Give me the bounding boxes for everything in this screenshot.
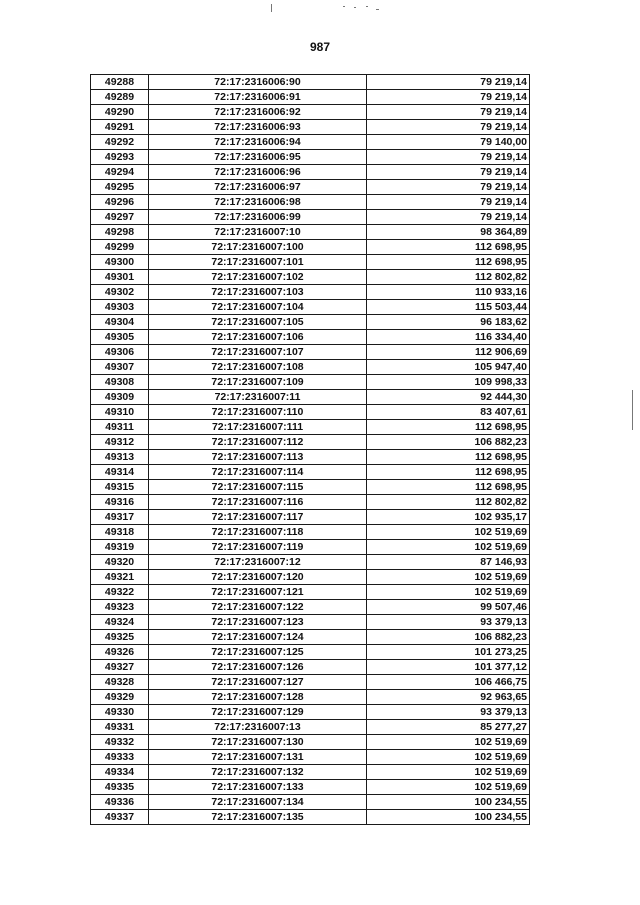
cadastral-value-cell: 100 234,55 bbox=[367, 795, 530, 810]
cadastral-value-cell: 102 519,69 bbox=[367, 735, 530, 750]
table-row bbox=[91, 660, 530, 675]
row-number-cell: 49323 bbox=[91, 600, 149, 615]
cadastral-value-cell: 79 219,14 bbox=[367, 180, 530, 195]
cadastral-value-cell: 93 379,13 bbox=[367, 705, 530, 720]
table-row bbox=[91, 240, 530, 255]
table-row bbox=[91, 210, 530, 225]
cadastral-value-cell: 92 444,30 bbox=[367, 390, 530, 405]
table-row bbox=[91, 360, 530, 375]
cadastral-number-cell: 72:17:2316007:133 bbox=[149, 780, 367, 795]
cadastral-value-cell: 112 698,95 bbox=[367, 450, 530, 465]
cadastral-value-cell: 101 377,12 bbox=[367, 660, 530, 675]
cadastral-number-cell: 72:17:2316006:93 bbox=[149, 120, 367, 135]
table-row bbox=[91, 765, 530, 780]
cadastral-value-cell: 79 219,14 bbox=[367, 195, 530, 210]
scan-speck bbox=[354, 7, 356, 8]
cadastral-number-cell: 72:17:2316007:12 bbox=[149, 555, 367, 570]
cadastral-number-cell: 72:17:2316007:121 bbox=[149, 585, 367, 600]
cadastral-number-cell: 72:17:2316007:108 bbox=[149, 360, 367, 375]
cadastral-number-cell: 72:17:2316007:110 bbox=[149, 405, 367, 420]
table-row bbox=[91, 690, 530, 705]
cadastral-value-cell: 102 519,69 bbox=[367, 765, 530, 780]
cadastral-value-cell: 106 466,75 bbox=[367, 675, 530, 690]
row-number-cell: 49307 bbox=[91, 360, 149, 375]
table-row bbox=[91, 285, 530, 300]
row-number-cell: 49295 bbox=[91, 180, 149, 195]
cadastral-number-cell: 72:17:2316006:96 bbox=[149, 165, 367, 180]
cadastral-value-cell: 102 519,69 bbox=[367, 540, 530, 555]
row-number-cell: 49325 bbox=[91, 630, 149, 645]
row-number-cell: 49298 bbox=[91, 225, 149, 240]
row-number-cell: 49290 bbox=[91, 105, 149, 120]
table-row bbox=[91, 270, 530, 285]
row-number-cell: 49311 bbox=[91, 420, 149, 435]
row-number-cell: 49327 bbox=[91, 660, 149, 675]
cadastral-value-cell: 79 219,14 bbox=[367, 150, 530, 165]
cadastral-number-cell: 72:17:2316006:99 bbox=[149, 210, 367, 225]
cadastral-number-cell: 72:17:2316007:131 bbox=[149, 750, 367, 765]
cadastral-number-cell: 72:17:2316006:94 bbox=[149, 135, 367, 150]
table-row bbox=[91, 555, 530, 570]
table-row bbox=[91, 75, 530, 90]
row-number-cell: 49320 bbox=[91, 555, 149, 570]
scan-speck bbox=[366, 6, 368, 7]
cadastral-value-cell: 106 882,23 bbox=[367, 630, 530, 645]
cadastral-number-cell: 72:17:2316007:134 bbox=[149, 795, 367, 810]
table-row bbox=[91, 300, 530, 315]
cadastral-value-cell: 106 882,23 bbox=[367, 435, 530, 450]
cadastral-number-cell: 72:17:2316007:122 bbox=[149, 600, 367, 615]
row-number-cell: 49303 bbox=[91, 300, 149, 315]
table-row bbox=[91, 675, 530, 690]
table-row bbox=[91, 450, 530, 465]
table-row bbox=[91, 405, 530, 420]
cadastral-number-cell: 72:17:2316007:114 bbox=[149, 465, 367, 480]
cadastral-number-cell: 72:17:2316007:117 bbox=[149, 510, 367, 525]
cadastral-value-cell: 112 698,95 bbox=[367, 255, 530, 270]
table-row bbox=[91, 810, 530, 825]
row-number-cell: 49331 bbox=[91, 720, 149, 735]
row-number-cell: 49291 bbox=[91, 120, 149, 135]
table-row bbox=[91, 585, 530, 600]
cadastral-number-cell: 72:17:2316007:119 bbox=[149, 540, 367, 555]
table-row bbox=[91, 120, 530, 135]
row-number-cell: 49304 bbox=[91, 315, 149, 330]
table-row bbox=[91, 615, 530, 630]
cadastral-value-cell: 79 219,14 bbox=[367, 75, 530, 90]
table-row bbox=[91, 375, 530, 390]
row-number-cell: 49333 bbox=[91, 750, 149, 765]
table-row bbox=[91, 255, 530, 270]
table-row bbox=[91, 435, 530, 450]
cadastral-number-cell: 72:17:2316007:124 bbox=[149, 630, 367, 645]
cadastral-number-cell: 72:17:2316007:10 bbox=[149, 225, 367, 240]
scan-speck bbox=[343, 6, 345, 7]
table-row bbox=[91, 330, 530, 345]
table-row bbox=[91, 795, 530, 810]
row-number-cell: 49293 bbox=[91, 150, 149, 165]
cadastral-number-cell: 72:17:2316007:102 bbox=[149, 270, 367, 285]
cadastral-value-cell: 93 379,13 bbox=[367, 615, 530, 630]
cadastral-value-cell: 101 273,25 bbox=[367, 645, 530, 660]
row-number-cell: 49336 bbox=[91, 795, 149, 810]
row-number-cell: 49302 bbox=[91, 285, 149, 300]
cadastral-number-cell: 72:17:2316007:118 bbox=[149, 525, 367, 540]
cadastral-number-cell: 72:17:2316007:126 bbox=[149, 660, 367, 675]
cadastral-number-cell: 72:17:2316006:92 bbox=[149, 105, 367, 120]
cadastral-value-cell: 109 998,33 bbox=[367, 375, 530, 390]
cadastral-value-cell: 79 219,14 bbox=[367, 90, 530, 105]
cadastral-number-cell: 72:17:2316007:107 bbox=[149, 345, 367, 360]
table-row bbox=[91, 345, 530, 360]
row-number-cell: 49334 bbox=[91, 765, 149, 780]
table-row bbox=[91, 165, 530, 180]
cadastral-value-cell: 102 519,69 bbox=[367, 585, 530, 600]
cadastral-value-cell: 79 219,14 bbox=[367, 165, 530, 180]
cadastral-value-cell: 79 219,14 bbox=[367, 105, 530, 120]
table-row bbox=[91, 525, 530, 540]
row-number-cell: 49317 bbox=[91, 510, 149, 525]
table-row bbox=[91, 705, 530, 720]
table-row bbox=[91, 510, 530, 525]
cadastral-number-cell: 72:17:2316006:98 bbox=[149, 195, 367, 210]
cadastral-value-cell: 102 519,69 bbox=[367, 750, 530, 765]
row-number-cell: 49335 bbox=[91, 780, 149, 795]
cadastral-number-cell: 72:17:2316007:109 bbox=[149, 375, 367, 390]
cadastral-number-cell: 72:17:2316007:106 bbox=[149, 330, 367, 345]
cadastral-value-cell: 110 933,16 bbox=[367, 285, 530, 300]
cadastral-value-cell: 112 802,82 bbox=[367, 270, 530, 285]
table-row bbox=[91, 495, 530, 510]
cadastral-number-cell: 72:17:2316007:101 bbox=[149, 255, 367, 270]
table-row bbox=[91, 780, 530, 795]
table-body bbox=[91, 75, 530, 825]
row-number-cell: 49299 bbox=[91, 240, 149, 255]
cadastral-value-cell: 112 906,69 bbox=[367, 345, 530, 360]
cadastral-value-cell: 112 802,82 bbox=[367, 495, 530, 510]
cadastral-value-cell: 112 698,95 bbox=[367, 420, 530, 435]
cadastral-number-cell: 72:17:2316007:115 bbox=[149, 480, 367, 495]
row-number-cell: 49326 bbox=[91, 645, 149, 660]
row-number-cell: 49332 bbox=[91, 735, 149, 750]
cadastral-value-cell: 87 146,93 bbox=[367, 555, 530, 570]
table-row bbox=[91, 195, 530, 210]
cadastral-number-cell: 72:17:2316007:104 bbox=[149, 300, 367, 315]
cadastral-number-cell: 72:17:2316006:97 bbox=[149, 180, 367, 195]
cadastral-value-cell: 102 519,69 bbox=[367, 525, 530, 540]
table-row bbox=[91, 135, 530, 150]
scan-speck bbox=[271, 4, 272, 12]
row-number-cell: 49288 bbox=[91, 75, 149, 90]
row-number-cell: 49324 bbox=[91, 615, 149, 630]
table-row bbox=[91, 570, 530, 585]
table-row bbox=[91, 735, 530, 750]
cadastral-value-cell: 99 507,46 bbox=[367, 600, 530, 615]
row-number-cell: 49297 bbox=[91, 210, 149, 225]
cadastral-number-cell: 72:17:2316007:103 bbox=[149, 285, 367, 300]
cadastral-value-cell: 116 334,40 bbox=[367, 330, 530, 345]
table-row bbox=[91, 315, 530, 330]
table-row bbox=[91, 540, 530, 555]
table-row bbox=[91, 180, 530, 195]
table-row bbox=[91, 390, 530, 405]
row-number-cell: 49308 bbox=[91, 375, 149, 390]
cadastral-number-cell: 72:17:2316007:129 bbox=[149, 705, 367, 720]
table-row bbox=[91, 720, 530, 735]
row-number-cell: 49316 bbox=[91, 495, 149, 510]
table-row bbox=[91, 105, 530, 120]
row-number-cell: 49312 bbox=[91, 435, 149, 450]
row-number-cell: 49330 bbox=[91, 705, 149, 720]
row-number-cell: 49337 bbox=[91, 810, 149, 825]
table-row bbox=[91, 600, 530, 615]
cadastral-number-cell: 72:17:2316007:116 bbox=[149, 495, 367, 510]
cadastral-number-cell: 72:17:2316007:130 bbox=[149, 735, 367, 750]
row-number-cell: 49314 bbox=[91, 465, 149, 480]
cadastral-value-cell: 112 698,95 bbox=[367, 480, 530, 495]
cadastral-number-cell: 72:17:2316006:91 bbox=[149, 90, 367, 105]
row-number-cell: 49313 bbox=[91, 450, 149, 465]
scan-speck bbox=[632, 390, 633, 430]
cadastral-value-cell: 79 219,14 bbox=[367, 120, 530, 135]
cadastral-number-cell: 72:17:2316007:105 bbox=[149, 315, 367, 330]
cadastral-number-cell: 72:17:2316007:132 bbox=[149, 765, 367, 780]
table-row bbox=[91, 645, 530, 660]
cadastral-number-cell: 72:17:2316007:128 bbox=[149, 690, 367, 705]
cadastral-number-cell: 72:17:2316007:113 bbox=[149, 450, 367, 465]
cadastral-number-cell: 72:17:2316007:135 bbox=[149, 810, 367, 825]
cadastral-value-cell: 102 935,17 bbox=[367, 510, 530, 525]
row-number-cell: 49329 bbox=[91, 690, 149, 705]
cadastral-number-cell: 72:17:2316007:13 bbox=[149, 720, 367, 735]
table-row bbox=[91, 420, 530, 435]
cadastral-value-table bbox=[90, 74, 530, 825]
cadastral-number-cell: 72:17:2316007:123 bbox=[149, 615, 367, 630]
table-row bbox=[91, 630, 530, 645]
cadastral-value-cell: 98 364,89 bbox=[367, 225, 530, 240]
cadastral-number-cell: 72:17:2316007:100 bbox=[149, 240, 367, 255]
cadastral-value-cell: 79 140,00 bbox=[367, 135, 530, 150]
cadastral-value-cell: 112 698,95 bbox=[367, 240, 530, 255]
cadastral-number-cell: 72:17:2316007:111 bbox=[149, 420, 367, 435]
cadastral-value-cell: 96 183,62 bbox=[367, 315, 530, 330]
row-number-cell: 49300 bbox=[91, 255, 149, 270]
cadastral-number-cell: 72:17:2316007:11 bbox=[149, 390, 367, 405]
row-number-cell: 49310 bbox=[91, 405, 149, 420]
cadastral-value-cell: 115 503,44 bbox=[367, 300, 530, 315]
cadastral-value-cell: 105 947,40 bbox=[367, 360, 530, 375]
row-number-cell: 49315 bbox=[91, 480, 149, 495]
row-number-cell: 49318 bbox=[91, 525, 149, 540]
table-row bbox=[91, 150, 530, 165]
row-number-cell: 49306 bbox=[91, 345, 149, 360]
table-row bbox=[91, 480, 530, 495]
cadastral-number-cell: 72:17:2316007:120 bbox=[149, 570, 367, 585]
row-number-cell: 49301 bbox=[91, 270, 149, 285]
cadastral-number-cell: 72:17:2316007:127 bbox=[149, 675, 367, 690]
cadastral-number-cell: 72:17:2316007:112 bbox=[149, 435, 367, 450]
table-row bbox=[91, 465, 530, 480]
cadastral-number-cell: 72:17:2316006:95 bbox=[149, 150, 367, 165]
row-number-cell: 49294 bbox=[91, 165, 149, 180]
cadastral-value-cell: 100 234,55 bbox=[367, 810, 530, 825]
cadastral-value-cell: 112 698,95 bbox=[367, 465, 530, 480]
row-number-cell: 49296 bbox=[91, 195, 149, 210]
row-number-cell: 49319 bbox=[91, 540, 149, 555]
scan-speck bbox=[376, 9, 379, 10]
row-number-cell: 49328 bbox=[91, 675, 149, 690]
table-row bbox=[91, 90, 530, 105]
row-number-cell: 49289 bbox=[91, 90, 149, 105]
cadastral-value-cell: 102 519,69 bbox=[367, 570, 530, 585]
cadastral-value-cell: 85 277,27 bbox=[367, 720, 530, 735]
cadastral-value-cell: 79 219,14 bbox=[367, 210, 530, 225]
cadastral-number-cell: 72:17:2316007:125 bbox=[149, 645, 367, 660]
row-number-cell: 49305 bbox=[91, 330, 149, 345]
table-row bbox=[91, 750, 530, 765]
page-number: 987 bbox=[309, 40, 331, 54]
cadastral-value-cell: 102 519,69 bbox=[367, 780, 530, 795]
cadastral-value-cell: 83 407,61 bbox=[367, 405, 530, 420]
cadastral-value-cell: 92 963,65 bbox=[367, 690, 530, 705]
table-row bbox=[91, 225, 530, 240]
row-number-cell: 49322 bbox=[91, 585, 149, 600]
cadastral-number-cell: 72:17:2316006:90 bbox=[149, 75, 367, 90]
row-number-cell: 49309 bbox=[91, 390, 149, 405]
row-number-cell: 49321 bbox=[91, 570, 149, 585]
row-number-cell: 49292 bbox=[91, 135, 149, 150]
